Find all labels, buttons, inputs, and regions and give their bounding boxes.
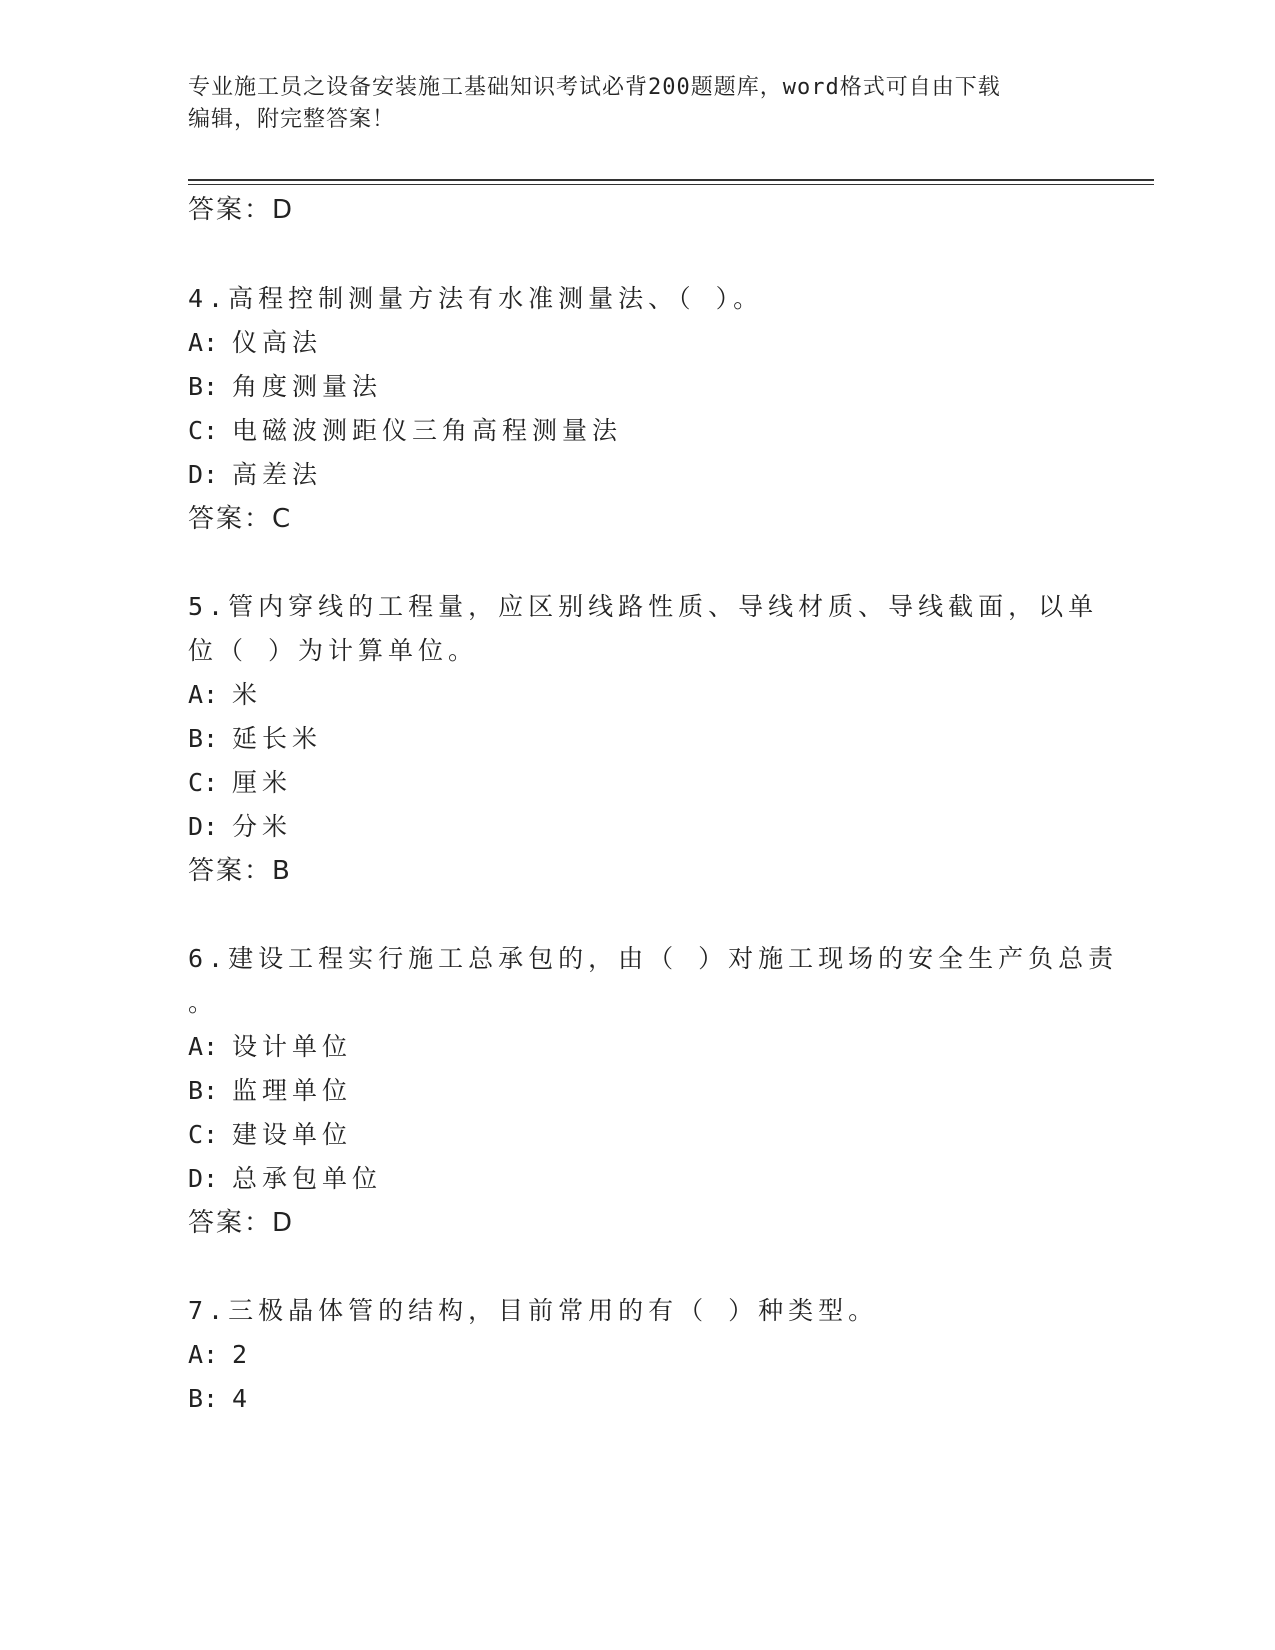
option-text: 角度测量法 (232, 372, 383, 401)
question-6-answer: 答案：D (188, 1208, 295, 1238)
option-letter: C: (188, 416, 219, 445)
option-letter: D: (188, 812, 219, 841)
question-4-stem: 4.高程控制测量方法有水准测量法、（ ）。 (188, 284, 764, 313)
question-7-option-a (188, 1338, 252, 1372)
option-text: 延长米 (232, 724, 323, 753)
header-divider-thin (188, 184, 1154, 185)
option-letter: A: (188, 328, 219, 357)
answer-prev: 答案：D (188, 195, 295, 225)
option-text: 仪高法 (232, 328, 323, 357)
option-text: 总承包单位 (232, 1164, 383, 1193)
option-text: 设计单位 (232, 1032, 353, 1061)
option-text: 电磁波测距仪三角高程测量法 (232, 416, 623, 445)
question-6-option-b (188, 1074, 352, 1108)
header-line-1: 专业施工员之设备安装施工基础知识考试必背200题题库，word格式可自由下载 (188, 75, 1001, 100)
header-line-2: 编辑，附完整答案！ (188, 107, 396, 132)
question-5-option-d (188, 810, 292, 844)
question-5-answer: 答案：B (188, 856, 292, 886)
question-5-option-c (188, 766, 292, 800)
option-text: 高差法 (232, 460, 323, 489)
question-5-option-b (188, 722, 322, 756)
question-6-option-d (188, 1162, 382, 1196)
question-4-option-a (188, 326, 322, 360)
option-text: 监理单位 (232, 1076, 353, 1105)
option-text: 分米 (232, 812, 293, 841)
option-letter: A: (188, 680, 219, 709)
page-header (188, 72, 1068, 136)
option-letter: B: (188, 1076, 219, 1105)
question-4-option-c (188, 414, 622, 448)
option-letter: B: (188, 1384, 219, 1413)
option-letter: A: (188, 1340, 219, 1369)
option-letter: D: (188, 460, 219, 489)
question-6-option-a (188, 1030, 352, 1064)
option-letter: B: (188, 372, 219, 401)
question-7-stem: 7.三极晶体管的结构，目前常用的有（ ）种类型。 (188, 1296, 879, 1325)
option-text: 2 (232, 1340, 253, 1369)
option-text: 建设单位 (232, 1120, 353, 1149)
option-text: 4 (232, 1384, 253, 1413)
option-letter: C: (188, 768, 219, 797)
question-6-option-c (188, 1118, 352, 1152)
question-4-option-b (188, 370, 382, 404)
question-4-option-d (188, 458, 322, 492)
question-4-answer: 答案：C (188, 504, 293, 534)
option-letter: C: (188, 1120, 219, 1149)
header-divider (188, 179, 1154, 181)
question-6-stem-line-1: 6.建设工程实行施工总承包的，由（ ）对施工现场的安全生产负总责 (188, 944, 1119, 973)
option-letter: D: (188, 1164, 219, 1193)
option-letter: A: (188, 1032, 219, 1061)
question-5-stem-line-1: 5.管内穿线的工程量，应区别线路性质、导线材质、导线截面，以单 (188, 592, 1099, 621)
question-7-option-b (188, 1382, 252, 1416)
option-text: 厘米 (232, 768, 293, 797)
option-text: 米 (232, 680, 263, 709)
option-letter: B: (188, 724, 219, 753)
question-6-stem-line-2: 。 (188, 988, 219, 1017)
question-5-stem-line-2: 位（ ）为计算单位。 (188, 636, 479, 665)
question-5-option-a (188, 678, 262, 712)
